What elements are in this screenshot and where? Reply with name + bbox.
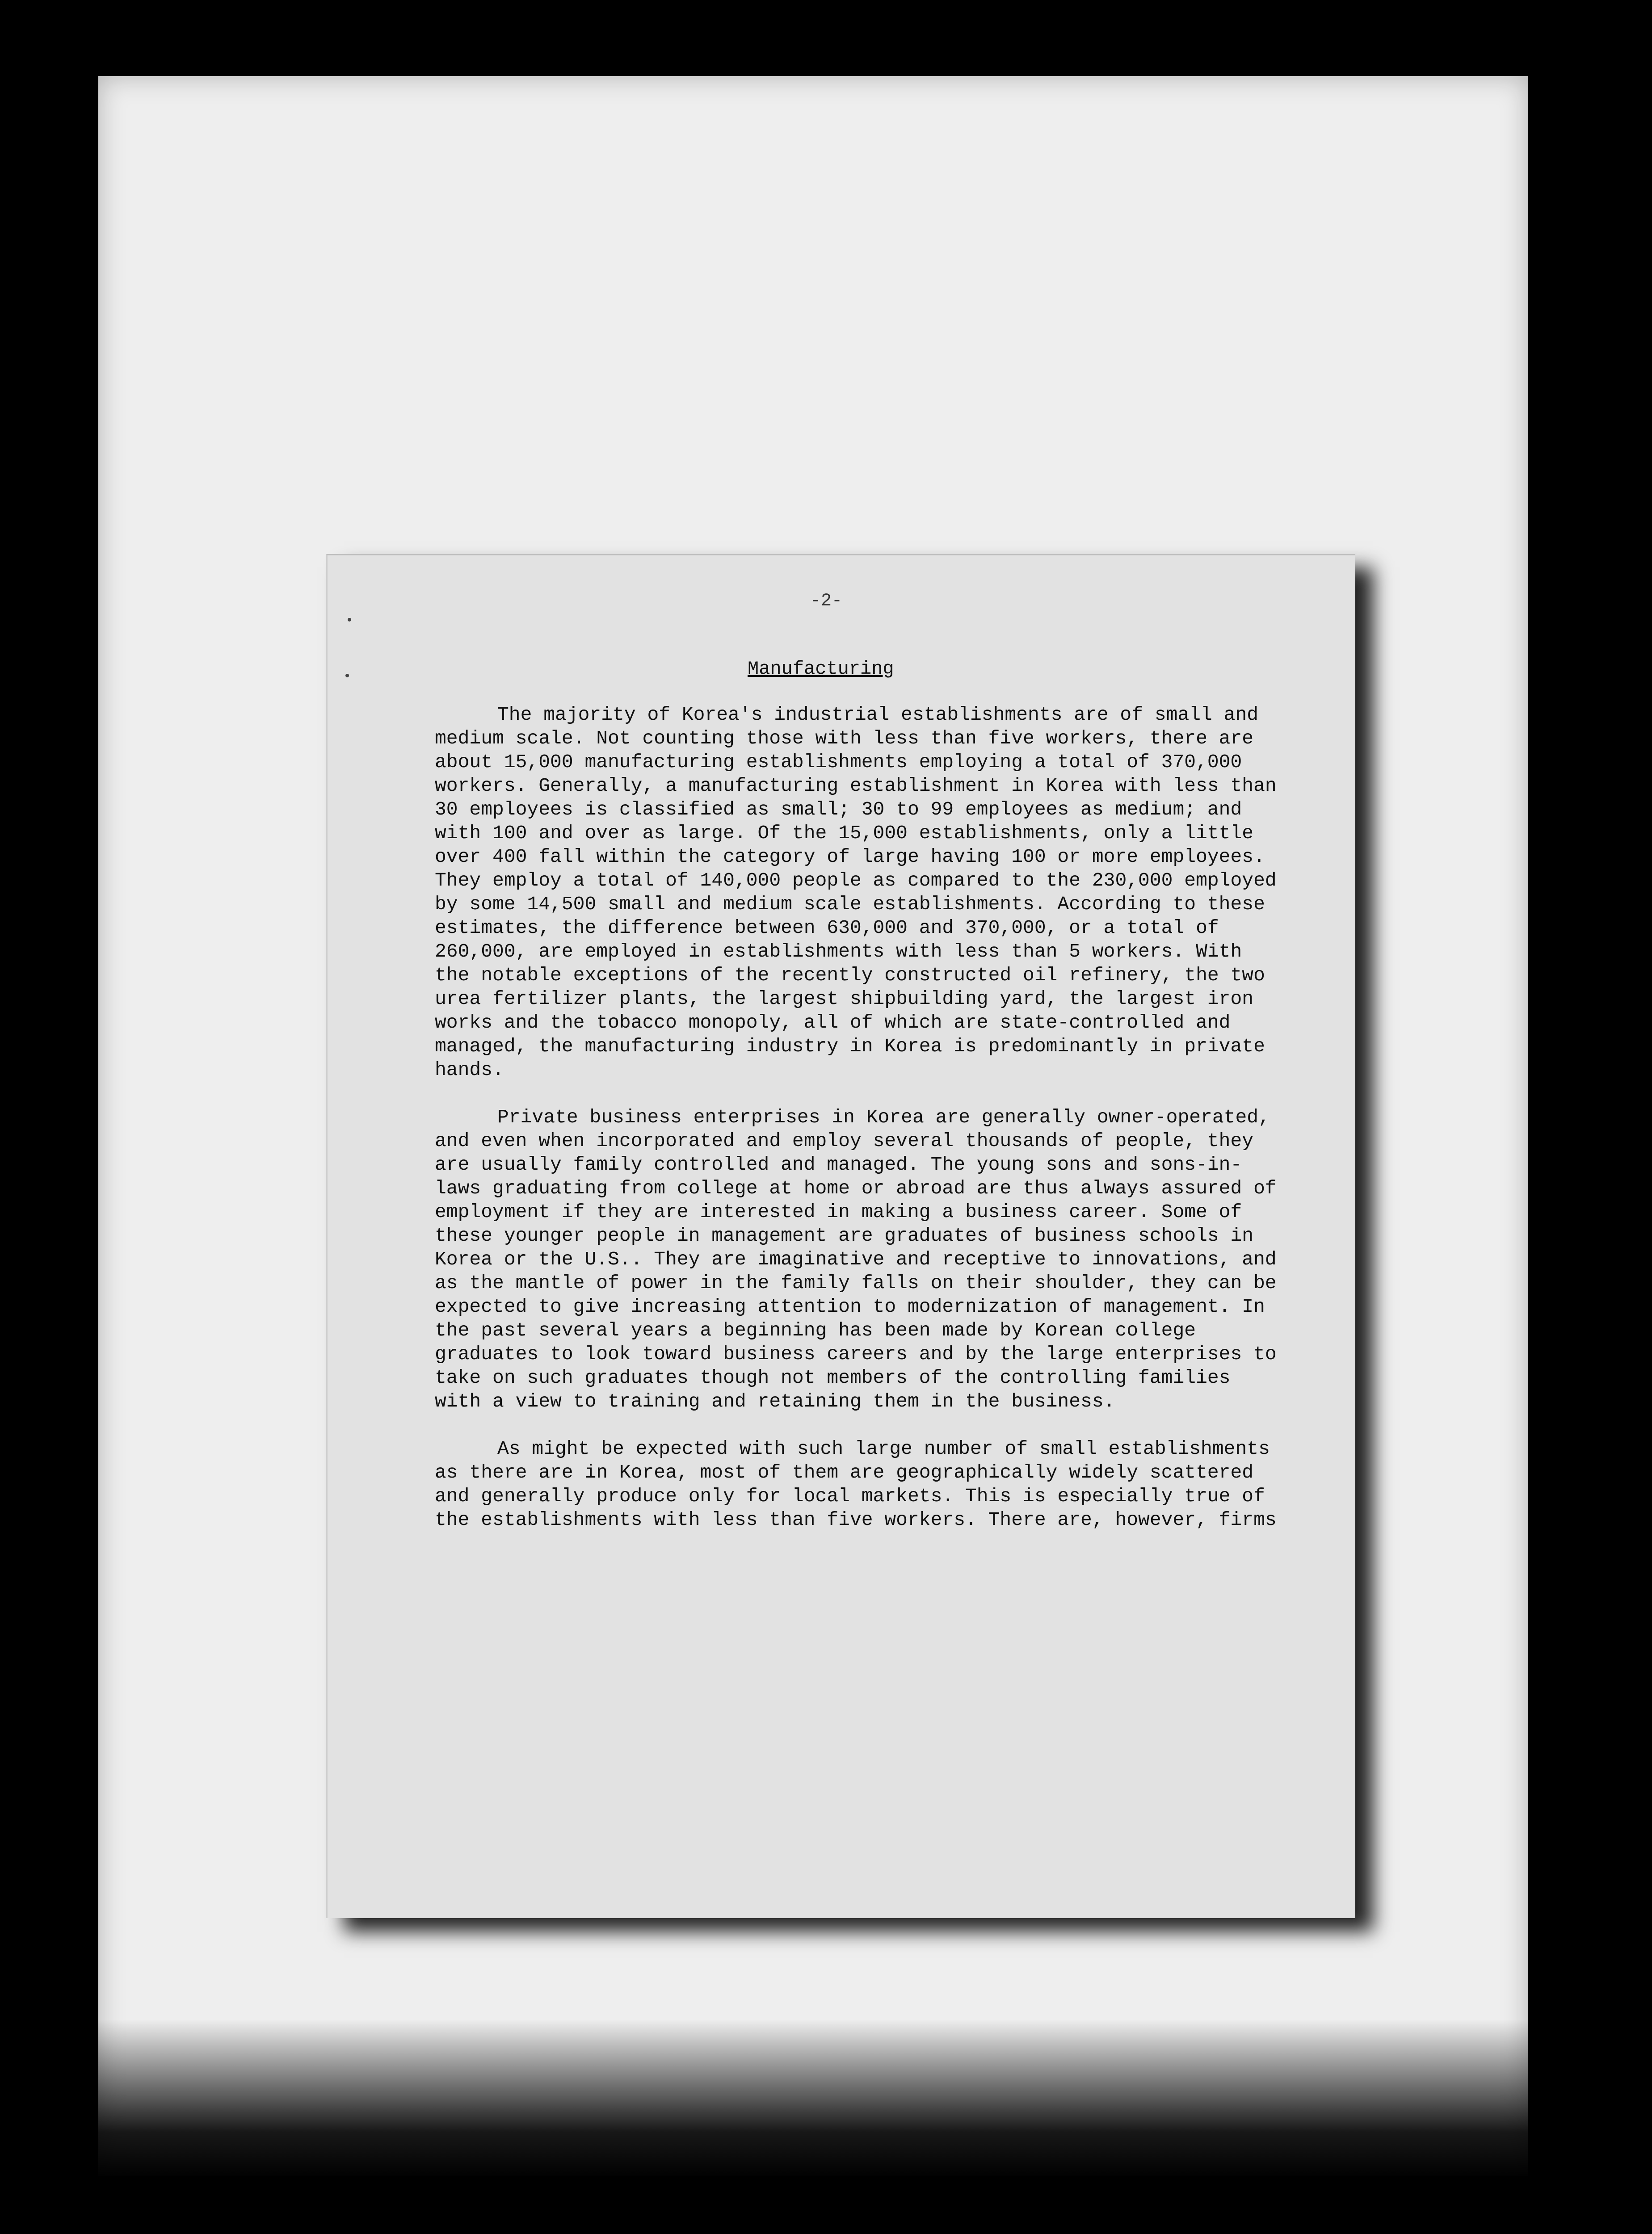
paragraph: As might be expected with such large number of small establishments as there are in Korea, most of them are geographically widely scattered and generally produce only for local markets. This is especially true of the establishments with less than five workers. There are, however, firms [435,1438,1277,1531]
typed-page [326,554,1355,1918]
film-edge-shadow [98,2020,1528,2180]
page-number: -2- [810,591,843,611]
speck [345,674,349,677]
body-text [435,703,1284,1555]
paragraph: Private business enterprises in Korea are generally owner-operated, and even when incorporated and employ several thousands of people, they are usually family controlled and managed. The young sons and sons-in-laws graduating from college at home or abroad are thus always assured of employment if they are interested in making a business career. Some of these younger people in management are graduates of business schools in Korea or the U.S.. They are imaginative and receptive to innovations, and as the mantle of power in the family falls on their shoulder, they can be expected to give increasing attention to modernization of management. In the past several years a beginning has been made by Korean college graduates to look toward business careers and by the large enterprises to take on such graduates though not members of the controlling families with a view to training and retaining them in the business. [435,1106,1277,1412]
speck [348,618,351,621]
section-title: Manufacturing [748,658,894,680]
paragraph: The majority of Korea's industrial establishments are of small and medium scale. Not counting those with less than five workers, there are about 15,000 manufacturing establishments employing a total of 370,000 workers. Generally, a manufacturing establishment in Korea with less than 30 employees is classified as small; 30 to 99 employees as medium; and with 100 and over as large. Of the 15,000 establishments, only a little over 400 fall within the category of large having 100 or more employees. They employ a total of 140,000 people as compared to the 230,000 employed by some 14,500 small and medium scale establishments. According to these estimates, the difference between 630,000 and 370,000, or a total of 260,000, are employed in establishments with less than 5 workers. With the notable exceptions of the recently constructed oil refinery, the two urea fertilizer plants, the largest shipbuilding yard, the largest iron works and the tobacco monopoly, all of which are state-controlled and managed, the manufacturing industry in Korea is predominantly in private hands. [435,704,1277,1081]
